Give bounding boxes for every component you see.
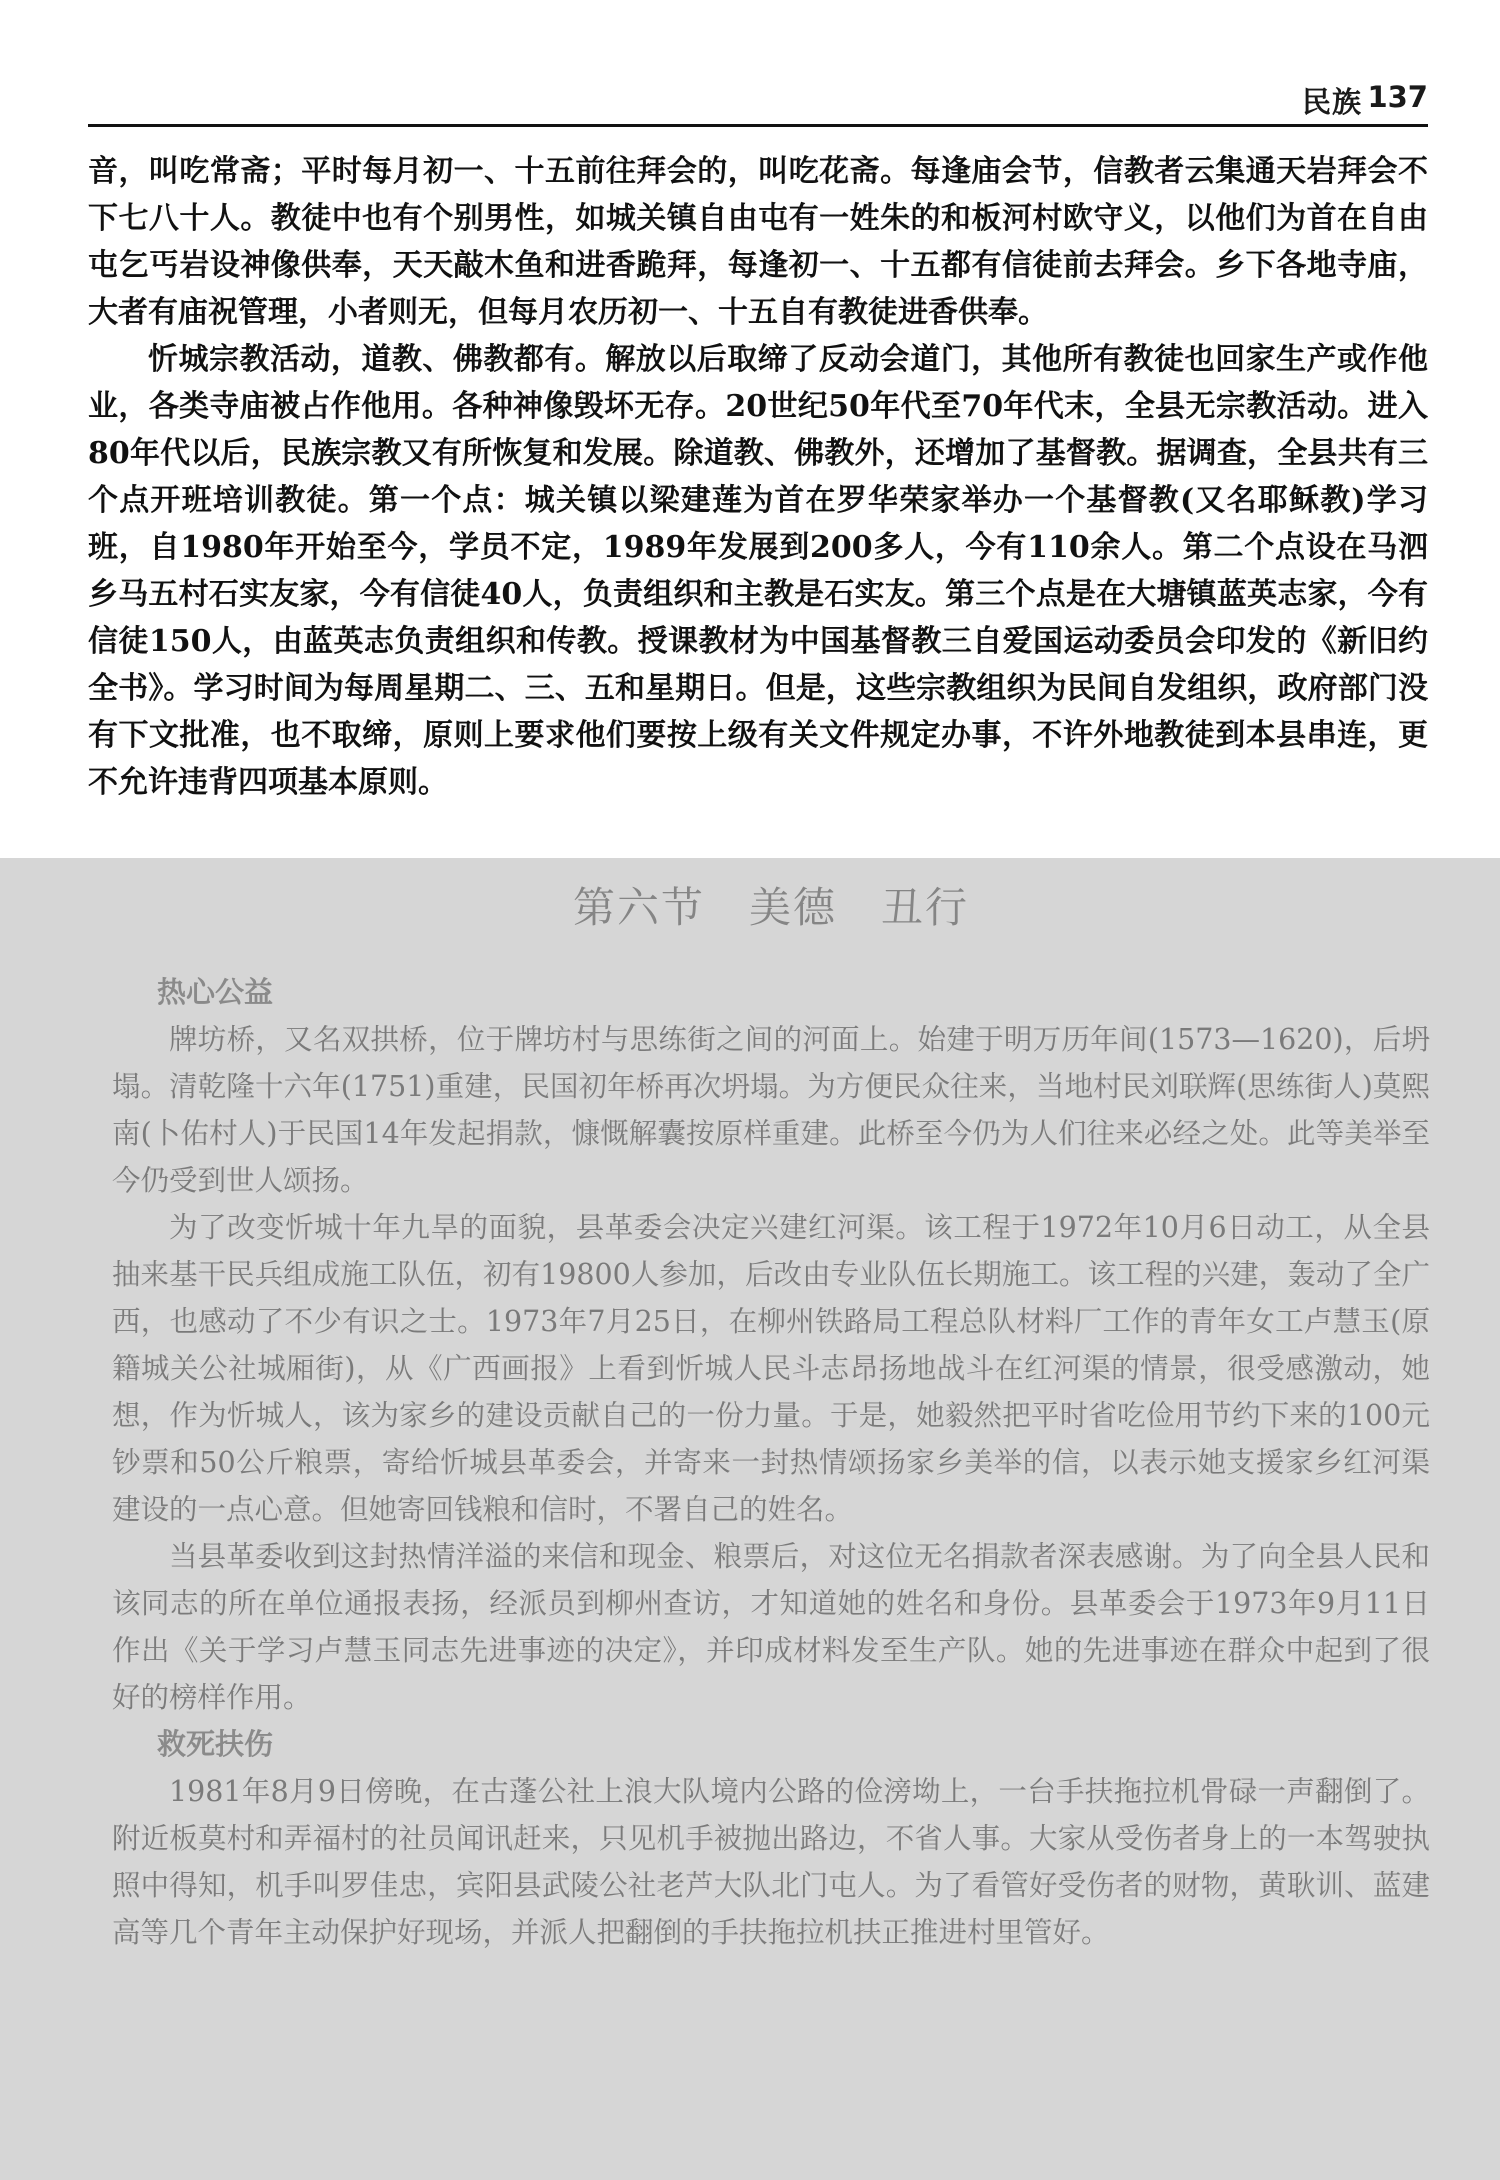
page-number: 137	[1367, 80, 1428, 114]
paragraph: 1981年8月9日傍晚，在古蓬公社上浪大队境内公路的俭滂坳上，一台手扶拖拉机骨碌一声翻倒了。附近板莫村和弄福村的社员闻讯赶来，只见机手被抛出路边，不省人事。大家从受伤者身上的一本驾驶执照中得知，机手叫罗佳忠，宾阳县武陵公社老芦大队北门屯人。为了看管好受伤者的财物，黄耿训、蓝建高等几个青年主动保护好现场，并派人把翻倒的手扶拖拉机扶正推进村里管好。	[112, 1775, 1430, 1949]
top-section	[88, 148, 1428, 806]
subsection-heading: 救死扶伤	[157, 1727, 274, 1761]
greyed-section	[0, 858, 1500, 2180]
paragraph-religion: 忻城宗教活动，道教、佛教都有。解放以后取缔了反动会道门，其他所有教徒也回家生产或作他业，各类寺庙被占作他用。各种神像毁坏无存。20世纪50年代至70年代末，全县无宗教活动。进入80年代以后，民族宗教又有所恢复和发展。除道教、佛教外，还增加了基督教。据调查，全县共有三个点开班培训教徒。第一个点：城关镇以梁建莲为首在罗华荣家举办一个基督教(又名耶稣教)学习班，自1980年开始至今，学员不定，1989年发展到200多人，今有110余人。第二个点设在马泗乡马五村石实友家，今有信徒40人，负责组织和主教是石实友。第三个点是在大塘镇蓝英志家，今有信徒150人，由蓝英志负责组织和传教。授课教材为中国基督教三自爱国运动委员会印发的《新旧约全书》。学习时间为每周星期二、三、五和星期日。但是，这些宗教组织为民间自发组织，政府部门没有下文批准，也不取缔，原则上要求他们要按上级有关文件规定办事，不许外地教徒到本县串连，更不允许违背四项基本原则。	[88, 342, 1428, 800]
paragraph: 牌坊桥，又名双拱桥，位于牌坊村与思练街之间的河面上。始建于明万历年间(1573—1620)，后坍塌。清乾隆十六年(1751)重建，民国初年桥再次坍塌。为方便民众往来，当地村民刘联辉(思练街人)莫熙南(卜佑村人)于民国14年发起捐款，慷慨解囊按原样重建。此桥至今仍为人们往来必经之处。此等美举至今仍受到世人颂扬。	[112, 1023, 1430, 1197]
section-title: 第六节 美德 丑行	[572, 883, 969, 932]
paragraph: 为了改变忻城十年九旱的面貌，县革委会决定兴建红河渠。该工程于1972年10月6日动工，从全县抽来基干民兵组成施工队伍，初有19800人参加，后改由专业队伍长期施工。该工程的兴建，轰动了全广西，也感动了不少有识之士。1973年7月25日，在柳州铁路局工程总队材料厂工作的青年女工卢慧玉(原籍城关公社城厢街)，从《广西画报》上看到忻城人民斗志昂扬地战斗在红河渠的情景，很受感激动，她想，作为忻城人，该为家乡的建设贡献自己的一份力量。于是，她毅然把平时省吃俭用节约下来的100元钞票和50公斤粮票，寄给忻城县革委会，并寄来一封热情颂扬家乡美举的信，以表示她支援家乡红河渠建设的一点心意。但她寄回钱粮和信时，不署自己的姓名。	[112, 1211, 1430, 1526]
paragraph-continuation: 音，叫吃常斋；平时每月初一、十五前往拜会的，叫吃花斋。每逢庙会节，信教者云集通天岩拜会不下七八十人。教徒中也有个别男性，如城关镇自由屯有一姓朱的和板河村欧守义，以他们为首在自由屯乞丐岩设神像供奉，天天敲木鱼和进香跪拜，每逢初一、十五都有信徒前去拜会。乡下各地寺庙，大者有庙祝管理，小者则无，但每月农历初一、十五自有教徒进香供奉。	[88, 154, 1428, 330]
section-content	[112, 858, 1430, 1956]
running-title: 民族	[1301, 85, 1362, 119]
paragraph: 当县革委收到这封热情洋溢的来信和现金、粮票后，对这位无名捐款者深表感谢。为了向全县人民和该同志的所在单位通报表扬，经派员到柳州查访，才知道她的姓名和身份。县革委会于1973年9月11日作出《关于学习卢慧玉同志先进事迹的决定》，并印成材料发至生产队。她的先进事迹在群众中起到了很好的榜样作用。	[112, 1540, 1430, 1714]
page-header	[88, 74, 1428, 127]
subsection-heading: 热心公益	[157, 975, 274, 1009]
